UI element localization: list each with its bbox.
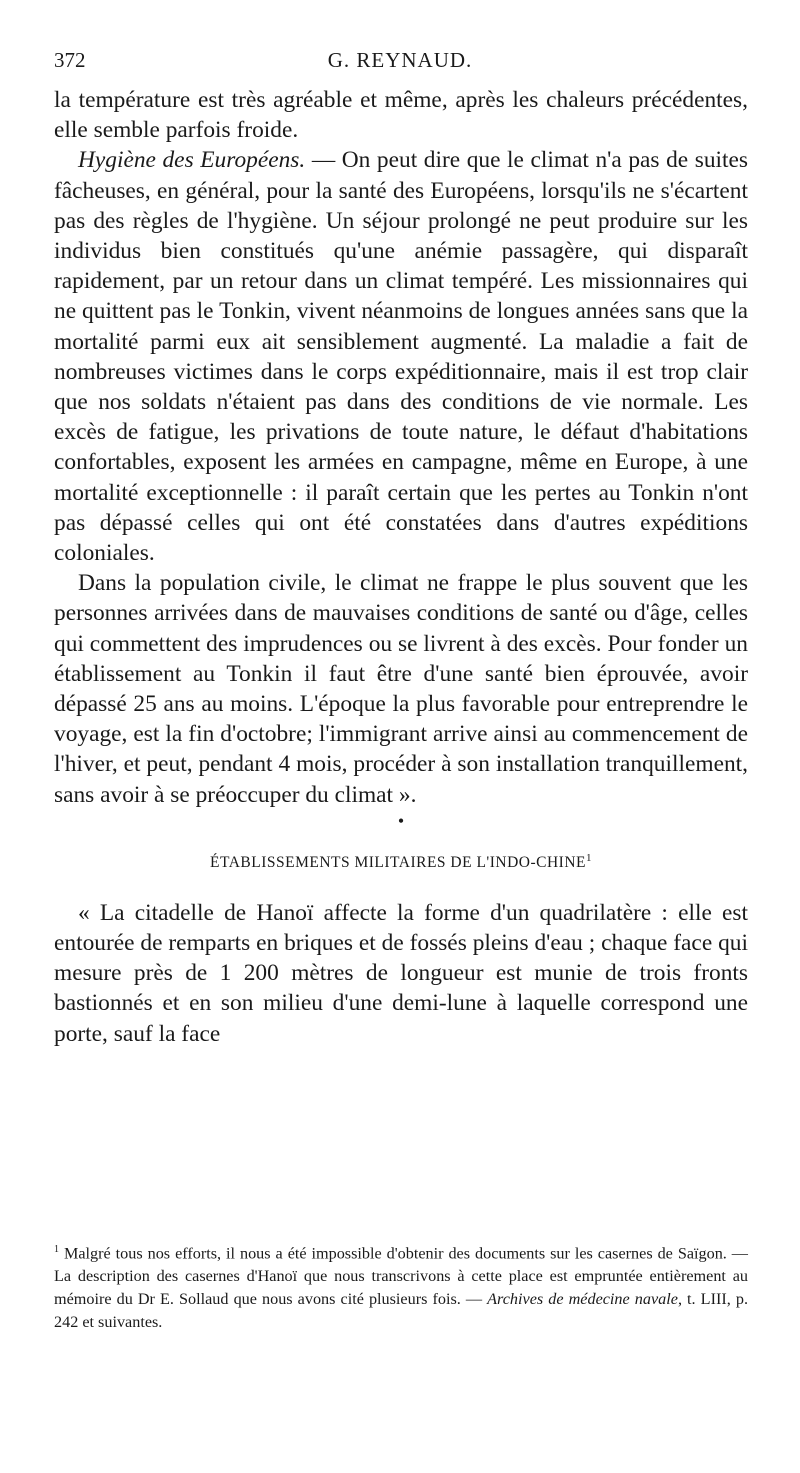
footnote-text: Malgré tous nos efforts, il nous a été impossible d'obtenir des documents sur les casernes de Saïgon. — La description des casernes d'Hanoï que nous transcrivons à cette place est empruntée entièrement au mémoire du Dr E. Sollaud que nous avons cité plusieurs fois. — (54, 1244, 748, 1309)
paragraph (54, 85, 748, 145)
running-header (54, 48, 746, 78)
running-title: G. REYNAUD. (327, 48, 473, 72)
footnote-source-title: Archives de médecine navale (487, 1290, 678, 1309)
paragraph-heading: Hygiène des Européens. (78, 147, 306, 174)
footnote-rule (54, 1210, 748, 1211)
page-number: 372 (54, 48, 86, 72)
section-title: ÉTABLISSEMENTS MILITAIRES DE L'INDO-CHINE (210, 854, 586, 872)
footnote (54, 1238, 748, 1334)
paragraph-text: — On peut dire que le climat n'a pas de suites fâcheuses, en général, pour la santé des Européens, lorsqu'ils ne s'écartent pas des règles de l'hygiène. Un séjour prolongé ne peut produire sur les individus bien constitués qu'une anémie passagère, qui disparaît rapidement, par un retour dans un climat tempéré. Les missionnaires qui ne quittent pas le Tonkin, vivent néanmoins de longues années sans que la mortalité parmi eux ait sensiblement augmenté. La maladie a fait de nombreuses victimes dans le corps expéditionnaire, mais il est trop clair que nos soldats n'étaient pas dans des conditions de vie normale. Les excès de fatigue, les privations de toute nature, le défaut d'habitations confortables, exposent les armées en campagne, même en Europe, à une mortalité exceptionnelle : il paraît certain que les pertes au Tonkin n'ont pas dépassé celles qui ont été constatées dans d'autres expéditions coloniales. (54, 147, 749, 567)
paragraph-text: Dans la population civile, le climat ne frappe le plus souvent que les personnes arrivées dans de mauvaises conditions de santé ou d'âge, celles qui commettent des imprudences ou se livrent à des excès. Pour fonder un établissement au Tonkin il faut être d'une santé bien éprouvée, avoir dépassé 25 ans au moins. L'époque la plus favorable pour entreprendre le voyage, est la fin d'octobre; l'immigrant arrive ainsi au commencement de l'hiver, et peut, pendant 4 mois, procéder à son installation tranquillement, sans avoir à se préoccuper du climat ». (54, 570, 748, 808)
footnote-reference: 1 (586, 851, 592, 864)
paragraph (54, 568, 748, 810)
separator-mark: • (397, 810, 405, 831)
footnote-mark: 1 (54, 1244, 59, 1255)
footnote-text-end: , t. LIII, p. 242 et suivantes. (54, 1290, 748, 1332)
paragraph-text: la température est très agréable et même, après les chaleurs précédentes, elle semble parfois froide. (54, 87, 748, 144)
section-heading (54, 844, 748, 898)
paragraph-text: « La citadelle de Hanoï affecte la forme d'un quadrilatère : elle est entourée de remparts en briques et de fossés pleins d'eau ; chaque face qui mesure près de 1 200 mètres de longueur est munie de trois fronts bastionnés et en son milieu d'une demi-lune à laquelle correspond une porte, sauf la face (54, 899, 748, 1047)
paragraph (54, 898, 748, 1049)
body-text (54, 85, 748, 1049)
paragraph (54, 145, 748, 568)
